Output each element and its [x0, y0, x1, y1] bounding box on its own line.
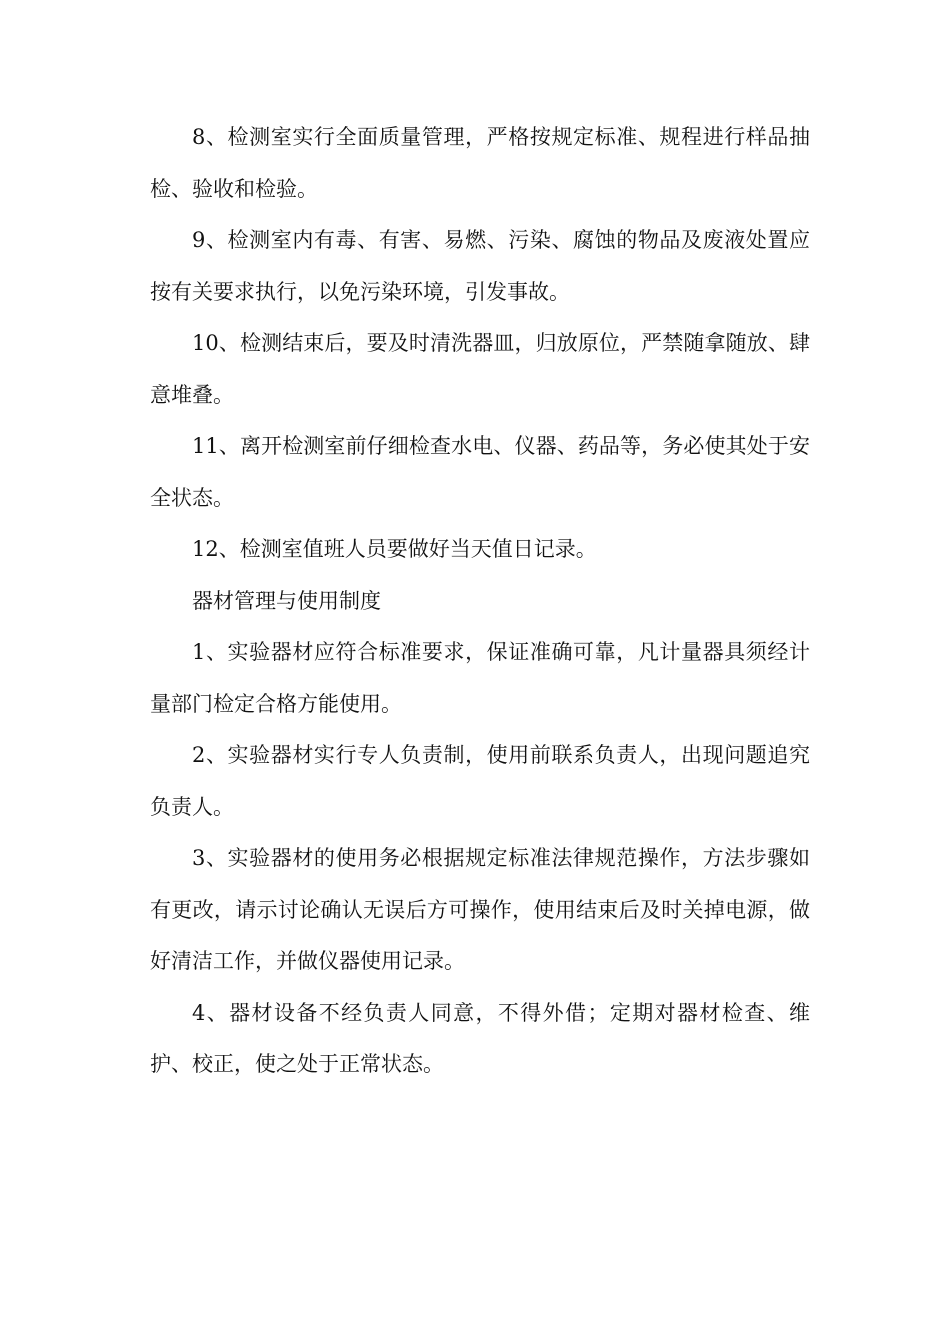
paragraph-rule-12: 12、检测室值班人员要做好当天值日记录。	[192, 537, 597, 561]
paragraph-rule-11: 11、离开检测室前仔细检查水电、仪器、药品等，务必使其处于安全状态。	[150, 434, 810, 510]
document-body	[150, 112, 810, 1091]
paragraph-equipment-rule-4: 4、器材设备不经负责人同意，不得外借；定期对器材检查、维护、校正，使之处于正常状态。	[150, 1000, 810, 1076]
paragraph-rule-8: 8、检测室实行全面质量管理，严格按规定标准、规程进行样品抽检、验收和检验。	[150, 125, 810, 201]
paragraph-rule-9: 9、检测室内有毒、有害、易燃、污染、腐蚀的物品及废液处置应按有关要求执行，以免污染环境，引发事故。	[150, 228, 810, 304]
paragraph-rule-10: 10、检测结束后，要及时清洗器皿，归放原位，严禁随拿随放、肆意堆叠。	[150, 331, 810, 407]
section-heading: 器材管理与使用制度	[192, 588, 381, 613]
paragraph-equipment-rule-1: 1、实验器材应符合标准要求，保证准确可靠，凡计量器具须经计量部门检定合格方能使用。	[150, 640, 810, 716]
paragraph-equipment-rule-2: 2、实验器材实行专人负责制，使用前联系负责人，出现问题追究负责人。	[150, 743, 810, 819]
paragraph-equipment-rule-3: 3、实验器材的使用务必根据规定标准法律规范操作，方法步骤如有更改，请示讨论确认无误后方可操作，使用结束后及时关掉电源，做好清洁工作，并做仪器使用记录。	[150, 846, 810, 973]
